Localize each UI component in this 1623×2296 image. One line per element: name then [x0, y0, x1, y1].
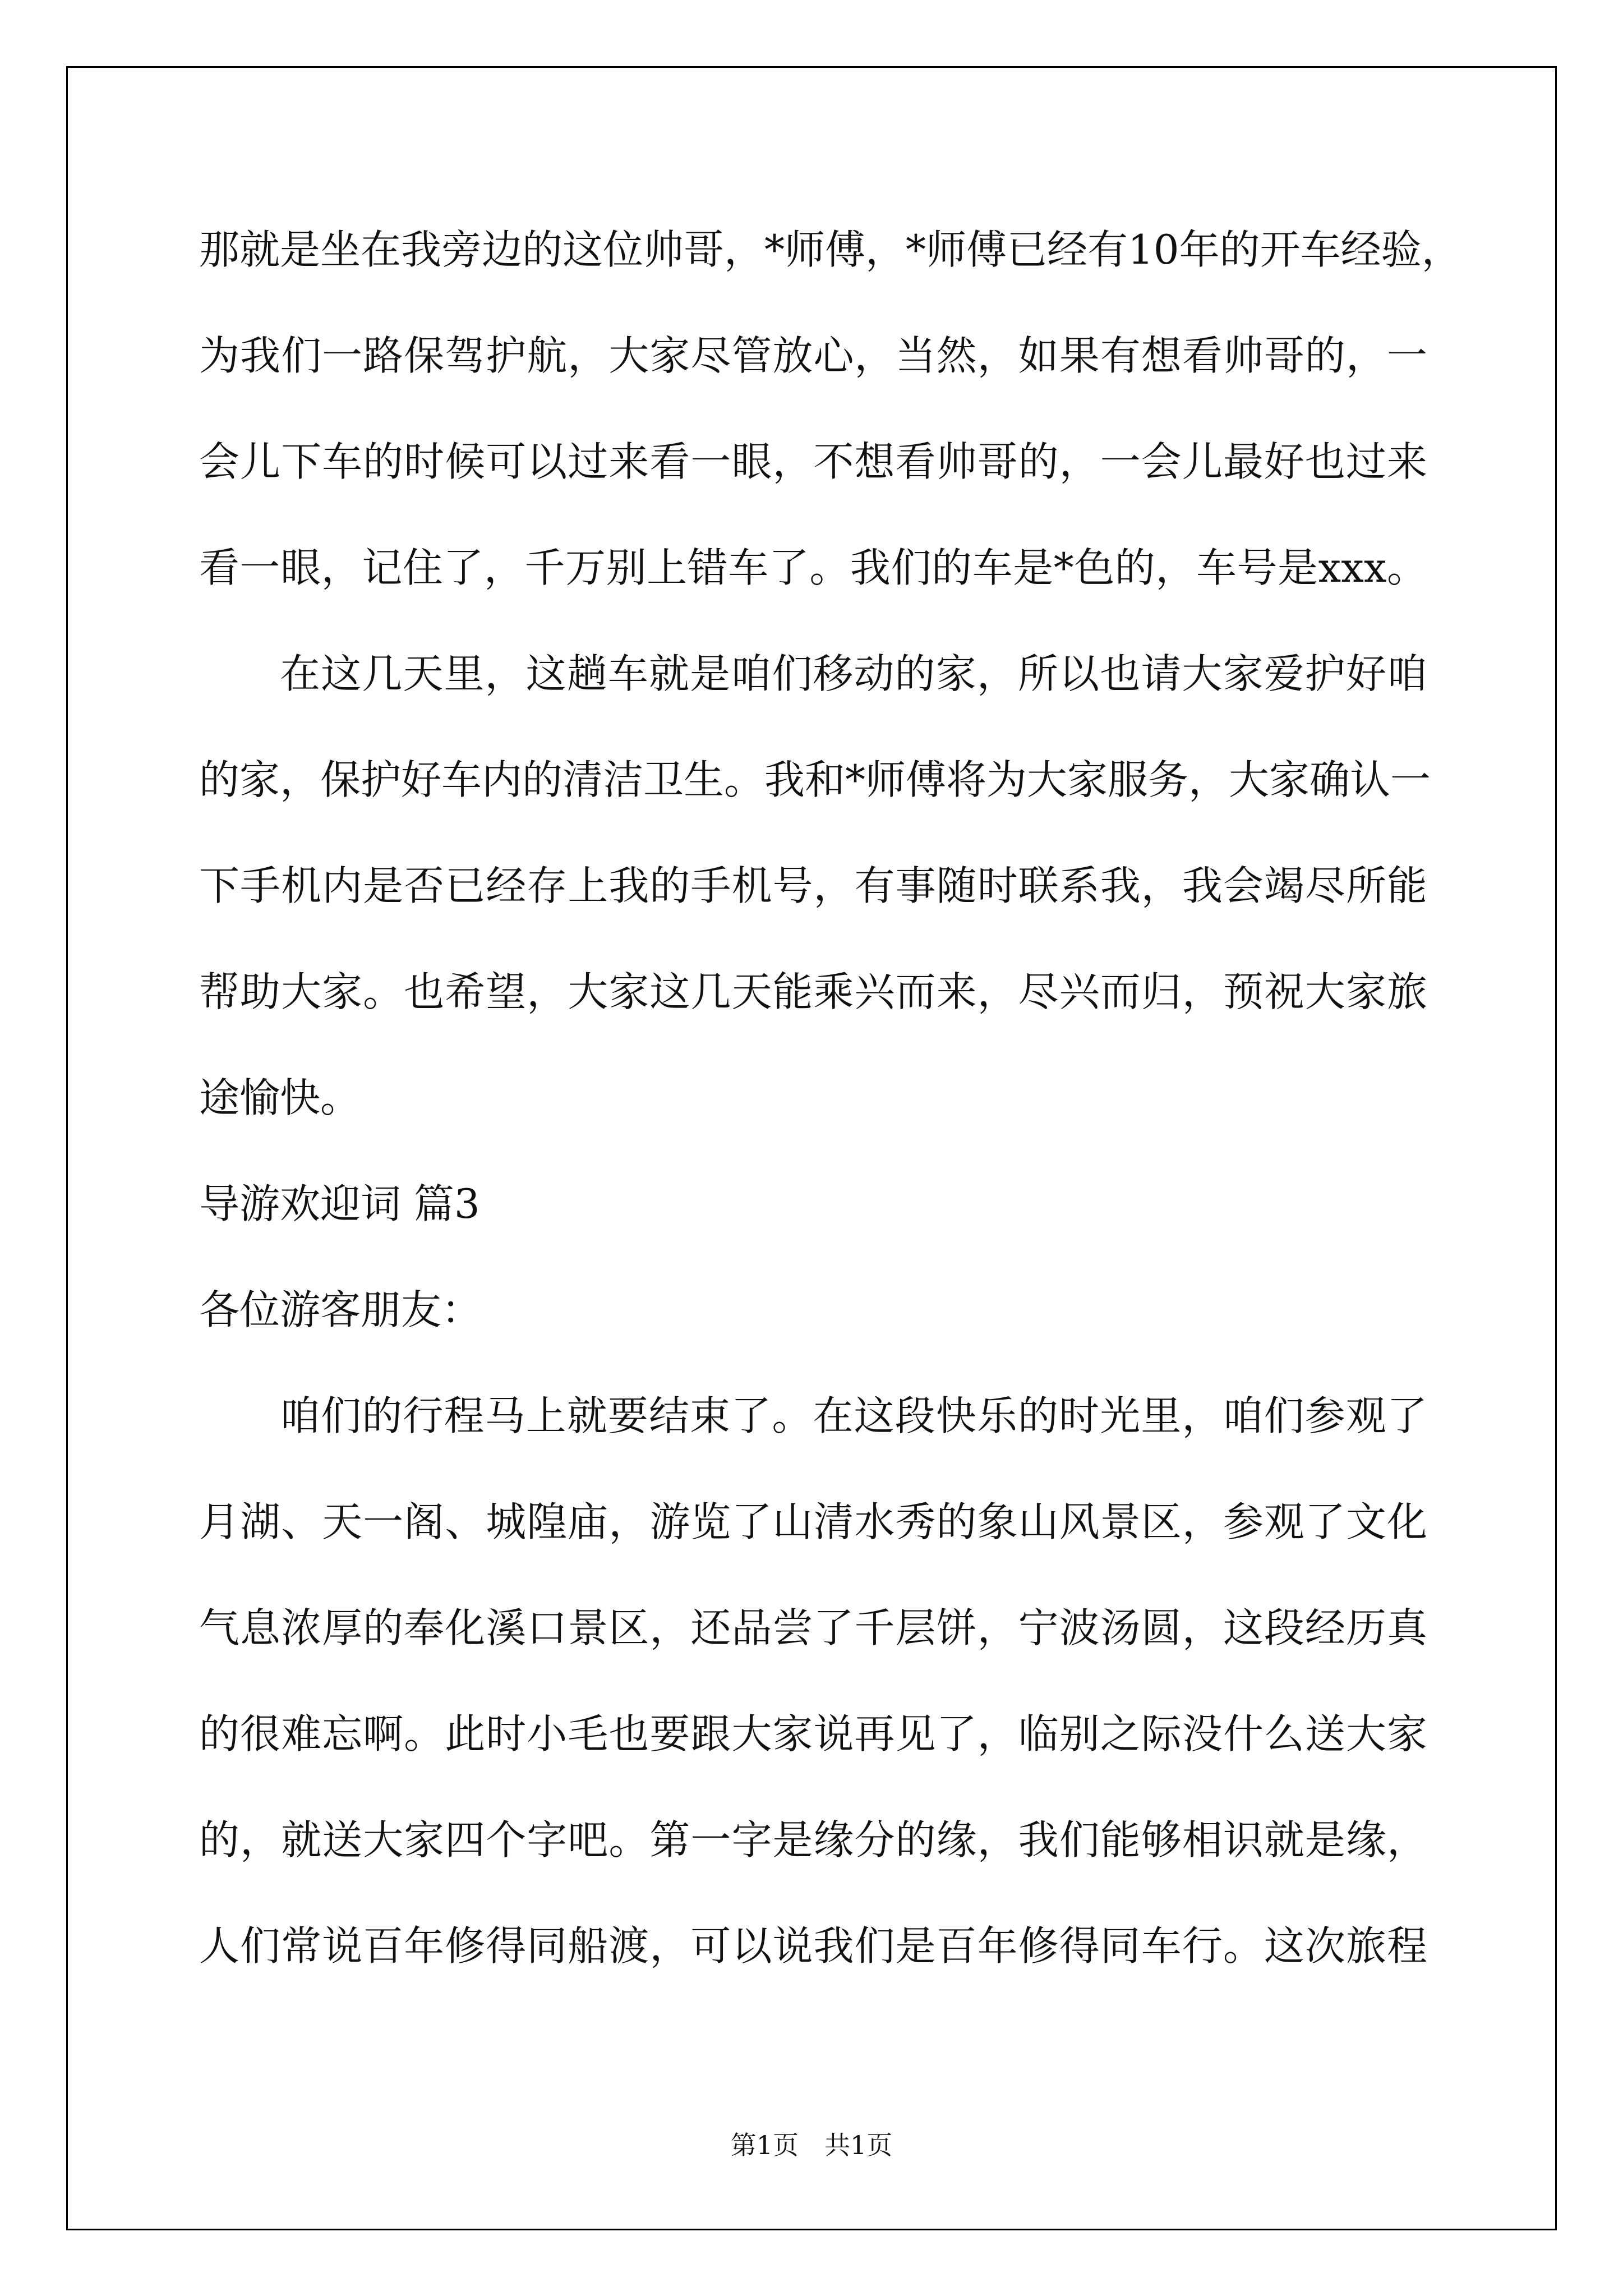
text-line: 下手机内是否已经存上我的手机号，有事随时联系我，我会竭尽所能 [199, 862, 1427, 909]
text-line: 帮助大家。也希望，大家这几天能乘兴而来，尽兴而归，预祝大家旅 [199, 968, 1427, 1015]
section-heading: 导游欢迎词 篇3 [199, 1180, 480, 1227]
text-line: 会儿下车的时候可以过来看一眼，不想看帅哥的，一会儿最好也过来 [199, 438, 1427, 485]
text-line: 看一眼，记住了，千万别上错车了。我们的车是*色的，车号是xxx。 [199, 544, 1427, 591]
text-line: 的家，保护好车内的清洁卫生。我和*师傅将为大家服务，大家确认一 [199, 756, 1431, 803]
text-line: 的很难忘啊。此时小毛也要跟大家说再见了，临别之际没什么送大家 [199, 1710, 1427, 1757]
text-line: 的，就送大家四个字吧。第一字是缘分的缘，我们能够相识就是缘， [199, 1816, 1427, 1864]
page-footer: 第1页 共1页 [730, 2130, 893, 2160]
salutation: 各位游客朋友： [199, 1286, 482, 1333]
text-line: 途愉快。 [199, 1074, 361, 1121]
paragraph-start-line: 咱们的行程马上就要结束了。在这段快乐的时光里，咱们参观了 [280, 1392, 1427, 1439]
text-line: 为我们一路保驾护航，大家尽管放心，当然，如果有想看帅哥的，一 [199, 332, 1427, 379]
text-line: 月湖、天一阁、城隍庙，游览了山清水秀的象山风景区，参观了文化 [199, 1498, 1427, 1545]
text-line: 那就是坐在我旁边的这位帅哥，*师傅，*师傅已经有10年的开车经验， [199, 226, 1462, 273]
paragraph-start-line: 在这几天里，这趟车就是咱们移动的家，所以也请大家爱护好咱 [280, 650, 1427, 697]
page-border [66, 66, 1557, 2230]
text-line: 气息浓厚的奉化溪口景区，还品尝了千层饼，宁波汤圆，这段经历真 [199, 1604, 1427, 1651]
text-line: 人们常说百年修得同船渡，可以说我们是百年修得同车行。这次旅程 [199, 1922, 1427, 1970]
